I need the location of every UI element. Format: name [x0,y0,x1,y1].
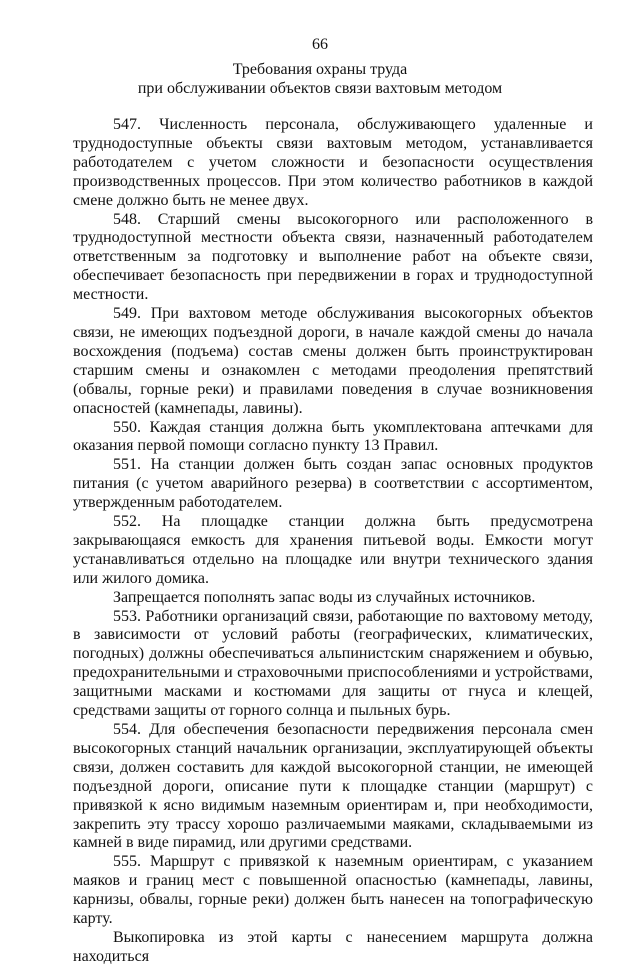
paragraph-552: 552. На площадке станции должна быть предусмотрена закрывающаяся емкость для хранения питьевой воды. Емкости могут устанавливаться отдельно на площадке или внутри технического здания или жилого домика. [73,513,593,587]
paragraph-553: 553. Работники организаций связи, работающие по вахтовому методу, в зависимости от условий работы (географических, климатических, погодных) должны обеспечиваться альпинистским снаряжением и обувью, предохранительными и страховочными приспособлениями и устройствами, защитными масками и костюмами для защиты от гнуса и клещей, средствами защиты от горного солнца и пыльных бурь. [73,607,593,720]
paragraph-555-continued: Выкопировка из этой карты с нанесением маршрута должна находиться [73,928,593,965]
paragraph-551: 551. На станции должен быть создан запас основных продуктов питания (с учетом аварийного резерва) в соответствии с ассортиментом, утвержденным работодателем. [73,456,593,512]
heading-line-2: при обслуживании объектов связи вахтовым методом [137,80,503,97]
paragraph-552-note: Запрещается пополнять запас воды из случайных источников. [113,588,536,606]
document-body [73,116,593,967]
section-heading [0,60,640,98]
page-number: 66 [312,36,328,53]
paragraph-547: 547. Численность персонала, обслуживающего удаленные и труднодоступные объекты связи вахтовым методом, устанавливается работодателем с учетом сложности и безопасности осуществления производственных процессов. При этом количество работников в каждой смене должно быть не менее двух. [73,116,593,209]
paragraph-548: 548. Старший смены высокогорного или расположенного в труднодоступной местности объекта связи, назначенный работодателем ответственным за подготовку и выполнение работ на объекте связи, обеспечивает безопасность при передвижении в горах и труднодоступной местности. [73,210,593,304]
paragraph-550: 550. Каждая станция должна быть укомплектована аптечками для оказания первой помощи согласно пункту 13 Правил. [73,418,593,455]
heading-line-1: Требования охраны труда [232,61,408,78]
paragraph-549: 549. При вахтовом методе обслуживания высокогорных объектов связи, не имеющих подъездной дороги, в начале каждой смены до начала восхождения (подъема) состав смены должен быть проинструктирован старшим смены и ознакомлен с методами преодоления препятствий (обвалы, горные реки) и правилами поведения в случае возникновения опасностей (камнепады, лавины). [73,305,593,417]
paragraph-555: 555. Маршрут с привязкой к наземным ориентирам, с указанием маяков и границ мест с повышенной опасностью (камнепады, лавины, карнизы, обвалы, горные реки) должен быть нанесен на топографическую карту. [73,853,593,928]
paragraph-554: 554. Для обеспечения безопасности передвижения персонала смен высокогорных станций начальник организации, эксплуатирующей объекты связи, должен составить для каждой высокогорной станции, не имеющей подъездной дороги, описание пути к площадке станции (маршрут) с привязкой к ясно видимым наземным ориентирам и, при необходимости, закрепить эту трассу хорошо различаемыми маяками, складываемыми из камней в виде пирамид, или другими средствами. [73,721,593,852]
